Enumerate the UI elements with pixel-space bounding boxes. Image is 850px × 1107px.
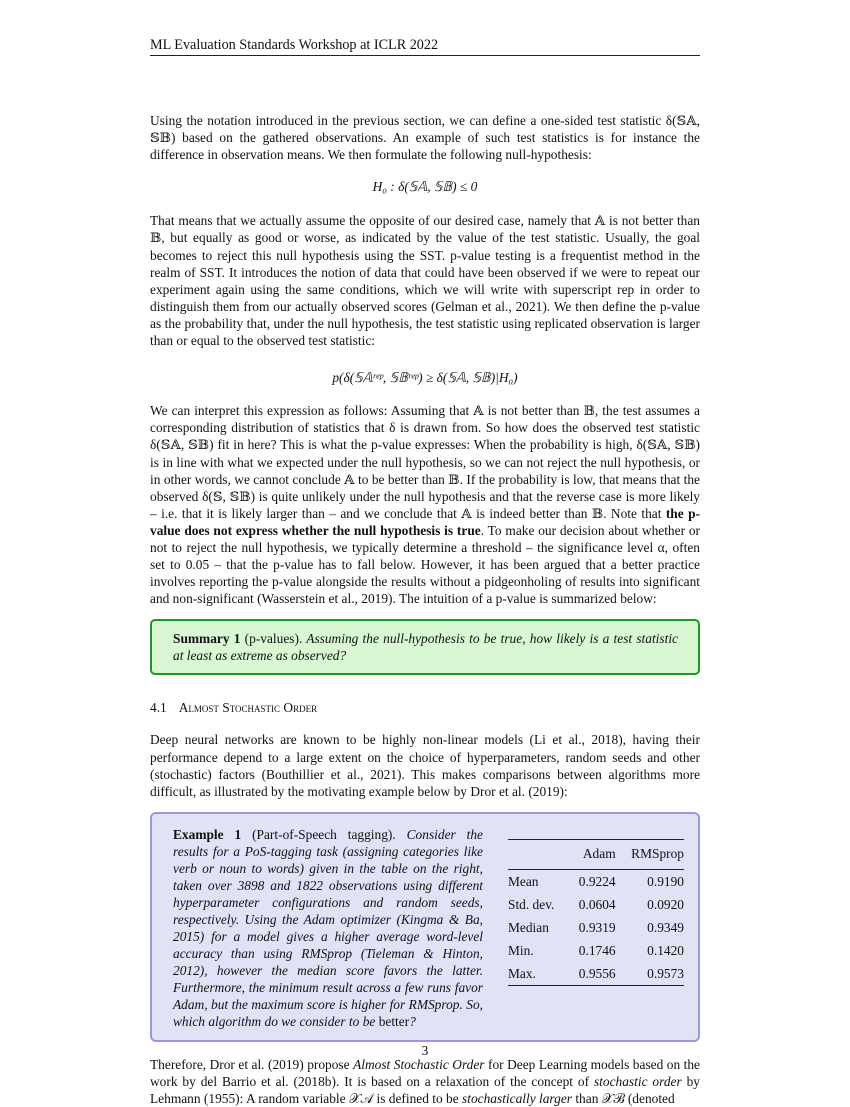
- summary-text: Assuming the null-hypothesis to be true, how likely is a test statistic at least as extreme as observed?: [173, 631, 678, 664]
- cell-adam: 0.1746: [578, 943, 616, 959]
- cell-adam: 0.0604: [578, 897, 616, 912]
- paragraph-motivation: Deep neural networks are known to be highly non-linear models (Li et al., 2018), having their performance depend to a large extent on the choice of hyperparameters, random seeds and other (stochastic) factors (Bouthillier et al., 2021). This makes comparisons between algorithms more difficult, as illustrated by the motivating example below by Dror et al. (2019):: [150, 732, 700, 799]
- table-row: [508, 869, 684, 893]
- paragraph-null-hypothesis: That means that we actually assume the opposite of our desired case, namely that 𝔸 is not better than 𝔹, but equally as good or worse, as indicated by the value of the test statistic. Usually, the goal becomes to reject this null hypothesis using the SST. p-value testing is a frequentist method in the realm of SST. It introduces the notion of data that could have been observed if we were to repeat our experiment again using the same conditions, which we will write with superscript rep in order to distinguish them from our actually observed scores (Gelman et al., 2021). We then define the p-value as the probability that, under the null hypothesis, the test statistic using replicated observation is larger than or equal to the observed test statistic:: [150, 213, 700, 349]
- paragraph-aso: [150, 1056, 700, 1107]
- row-label: Max.: [508, 966, 536, 982]
- table-row: [508, 962, 684, 986]
- row-label: Median: [508, 920, 549, 936]
- example-paren: (Part-of-Speech tagging).: [241, 826, 396, 842]
- row-label: Mean: [508, 873, 539, 889]
- col-header-rmsprop: RMSprop: [631, 845, 684, 861]
- page-body: [150, 112, 700, 1107]
- cell-rmsprop: 0.0920: [647, 897, 684, 912]
- aso-stochastically-larger: stochastically larger: [462, 1091, 572, 1106]
- results-table: [508, 839, 684, 1030]
- table-row: [508, 893, 684, 916]
- section-heading: [150, 699, 700, 716]
- table-row: [508, 916, 684, 939]
- paragraph-interpretation: [150, 402, 700, 607]
- example-body: Consider the results for a PoS-tagging task (assigning categories like verb or noun to words) given in the table on the right, taken over 3898 and 1822 observations using different hyperparameter configurations and random seeds, respectively. Using the Adam optimizer (Kingma & Ba, 2015) for a model gives a higher average word-level accuracy than using RMSprop (Tieleman & Hinton, 2012), however the median score favors the latter. Furthermore, the minimum result across a few runs favor Adam, but the maximum score is higher for RMSprop. So, which algorithm do we consider to be: [173, 826, 483, 1029]
- header-rule: [150, 55, 700, 56]
- cell-rmsprop: 0.9190: [647, 873, 684, 889]
- cell-rmsprop: 0.9573: [647, 966, 684, 982]
- summary-paren: (p-values).: [240, 631, 303, 647]
- col-header-empty: [508, 839, 568, 869]
- page-number: 3: [421, 1043, 429, 1058]
- cell-adam: 0.9224: [578, 873, 616, 889]
- col-header-adam: Adam: [582, 845, 616, 861]
- summary-label: Summary 1: [173, 631, 241, 647]
- aso-text-c: by Lehmann (1955): A random variable 𝒳𝒜 is defined to be: [150, 1073, 700, 1106]
- aso-text-a: Therefore, Dror et al. (2019) propose: [150, 1056, 354, 1072]
- interpretation-text-b: . To make our decision about whether or not to reject the null hypothesis, we typically determine a threshold – the significance level α, often set to 0.05 – that the p-value has to fall below. However, it has been argued that a better practice involves reporting the p-value alongside the results without a pidgeonholing of results into significant and non-significant (Wasserstein et al., 2019). The intuition of a p-value is summarized below:: [150, 522, 700, 607]
- aso-stochastic-order: stochastic order: [593, 1073, 682, 1089]
- section-title: Almost Stochastic Order: [178, 700, 318, 716]
- example-text: [173, 826, 483, 1030]
- paragraph-intro: Using the notation introduced in the previous section, we can define a one-sided test statistic δ(𝕊𝔸, 𝕊𝔹) based on the gathered observations. An example of such test statistics is for instance the difference in observation means. We then formulate the following null-hypothesis:: [150, 113, 700, 163]
- section-number: 4.1: [150, 700, 167, 716]
- cell-rmsprop: 0.9349: [647, 920, 684, 936]
- equation-p-value: p(δ(𝕊𝔸ʳᵉᵖ, 𝕊𝔹ʳᵉᵖ) ≥ δ(𝕊𝔸, 𝕊𝔹)|H₀): [332, 370, 518, 386]
- row-label: Std. dev.: [508, 897, 555, 912]
- cell-adam: 0.9556: [578, 966, 616, 982]
- aso-text-b: for Deep Learning models based on the work by del Barrio et al. (2018b). It is based on a relaxation of the concept of: [150, 1056, 700, 1089]
- cell-adam: 0.9319: [578, 920, 616, 936]
- cell-rmsprop: 0.1420: [647, 943, 684, 959]
- interpretation-text-a: We can interpret this expression as follows: Assuming that 𝔸 is not better than 𝔹, the test assumes a corresponding distribution of statistics that δ is drawn from. So how does the observed test statistic δ(𝕊𝔸, 𝕊𝔹) fit in here? This is what the p-value expresses: When the probability is high, δ(𝕊𝔸, 𝕊𝔹) is in line with what we expected under the null hypothesis, so we can not reject the null hypothesis, or in other words, we cannot conclude 𝔸 to be better than 𝔹. If the probability is low, that means that the observed δ(𝕊, 𝕊𝔹) is quite unlikely under the null hypothesis and that the reverse case is more likely – i.e. that it is likely larger than – and we conclude that 𝔸 is indeed better than 𝔹. Note that: [150, 403, 700, 521]
- example-label: Example 1: [173, 826, 242, 842]
- table-row: [508, 939, 684, 962]
- running-header: ML Evaluation Standards Workshop at ICLR 2022: [150, 37, 439, 53]
- aso-term: Almost Stochastic Order: [353, 1056, 485, 1072]
- summary-box: [150, 619, 700, 675]
- equation-null-hypothesis: H₀ : δ(𝕊𝔸, 𝕊𝔹) ≤ 0: [372, 179, 478, 195]
- example-end: better: [378, 1013, 410, 1029]
- aso-text-d: than 𝒳ℬ (denoted: [571, 1091, 675, 1106]
- example-box: [150, 812, 700, 1042]
- example-question: ?: [409, 1013, 416, 1029]
- interpretation-bold: the p-value does not express whether the null hypothesis is true: [150, 505, 701, 538]
- row-label: Min.: [508, 943, 534, 959]
